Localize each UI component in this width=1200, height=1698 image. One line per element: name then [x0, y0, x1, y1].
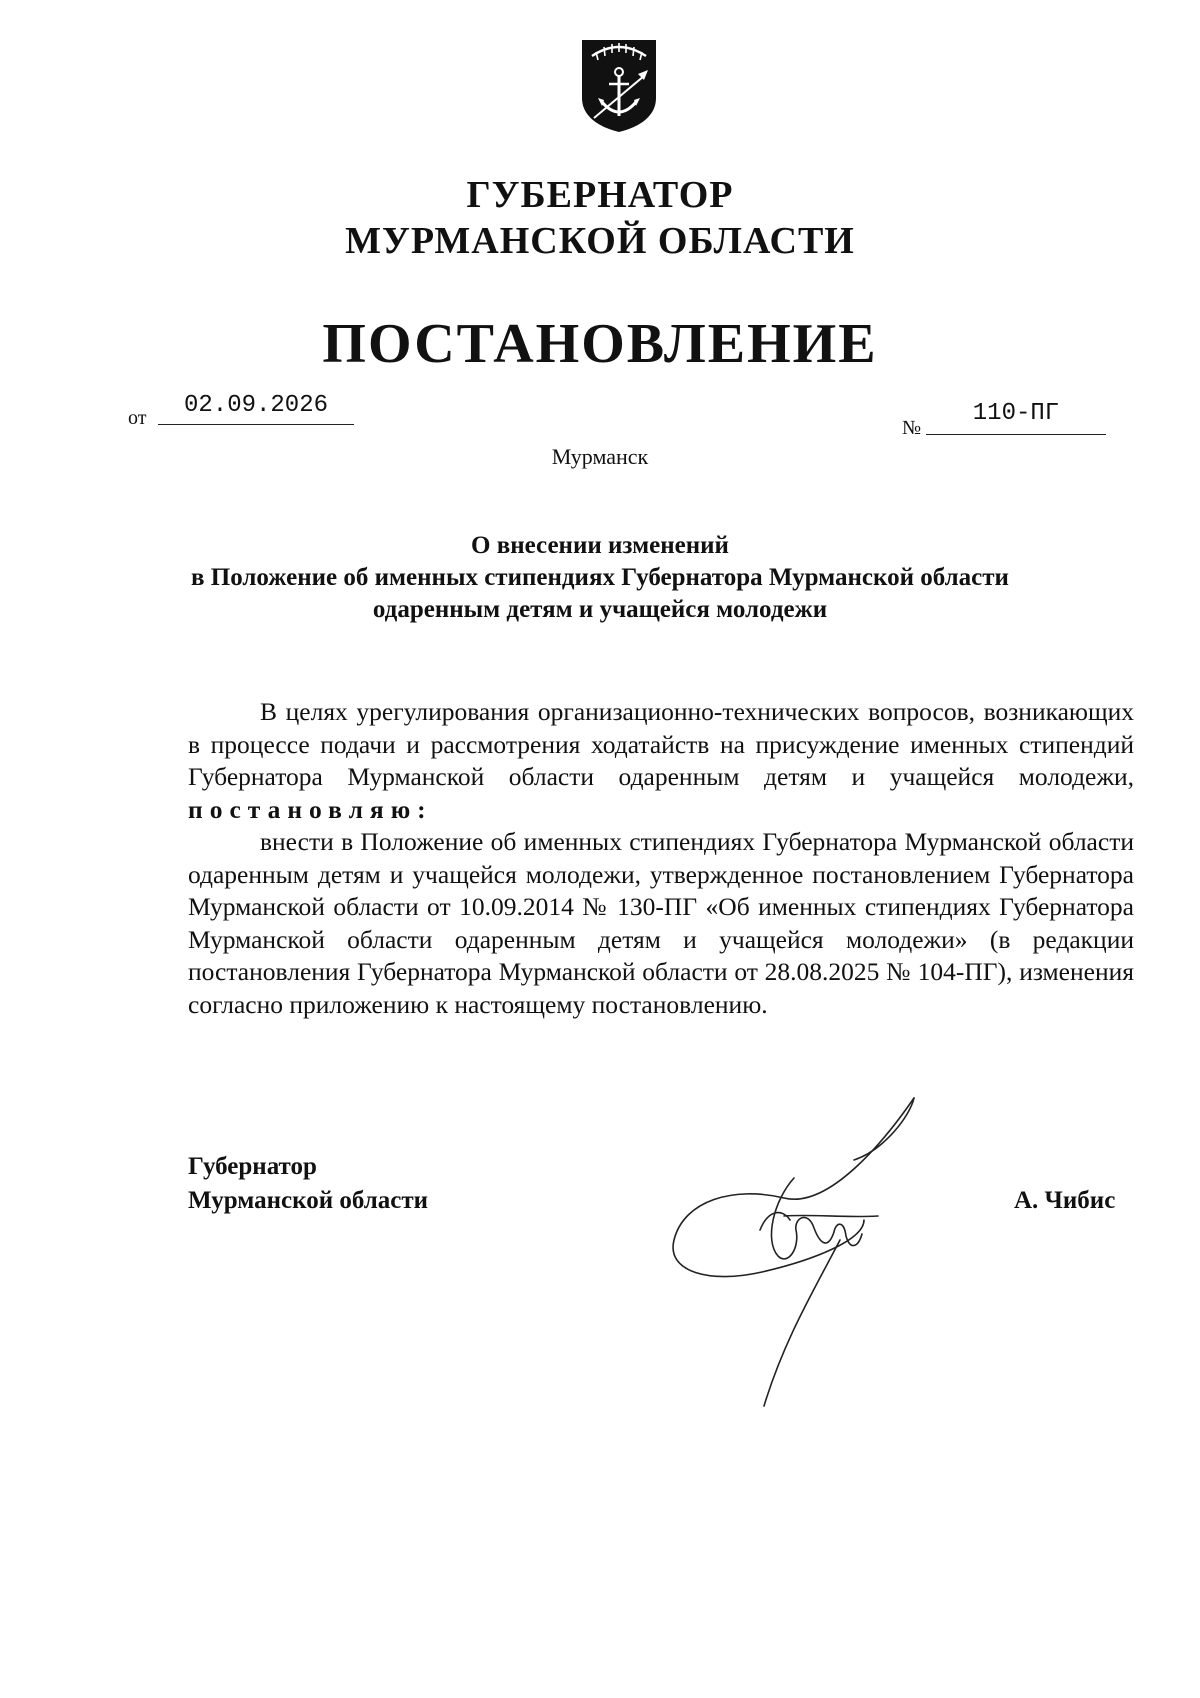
document-date: 02.09.2026	[158, 394, 354, 425]
decree-word: постановляю:	[188, 794, 433, 824]
document-number: 110-ПГ	[926, 402, 1106, 435]
document-heading	[140, 530, 1060, 626]
date-prefix: от	[128, 407, 147, 429]
body-paragraph-decision: внести в Положение об именных стипендиях Губернатора Мурманской области одаренным детям и учащейся молодежи, утвержденное постановлением Губернатора Мурманской области от 10.09.2014 № 130-ПГ «Об именных стипендиях Губернатора Мурманской области одаренным детям и учащейся молодежи» (в редакции постановления Губернатора Мурманской области от 28.08.2025 № 104-ПГ), изменения согласно приложению к настоящему постановлению.	[188, 827, 1134, 1019]
body-paragraph-preamble	[188, 696, 1134, 826]
document-type: ПОСТАНОВЛЕНИЕ	[322, 313, 878, 375]
preamble-text: В целях урегулирования организационно-технических вопросов, возникающих в процессе подачи и рассмотрения ходатайств на присуждение именных стипендий Губернатора Мурманской области одаренным детям и учащейся молодежи,	[188, 697, 1134, 791]
signatory-title-line1: Губернатор	[188, 1153, 317, 1180]
heading-line2: в Положение об именных стипендиях Губернатора Мурманской области	[191, 564, 1009, 591]
handwritten-signature	[664, 1090, 924, 1420]
signatory-name: А. Чибис	[1014, 1187, 1116, 1214]
city-name: Мурманск	[551, 444, 649, 469]
authority-name-line2: МУРМАНСКОЙ ОБЛАСТИ	[345, 220, 855, 262]
heading-line3: одаренным детям и учащейся молодежи	[372, 596, 828, 623]
number-prefix: №	[902, 417, 922, 439]
document-body	[188, 696, 1134, 1021]
authority-name-line1: ГУБЕРНАТОР	[466, 174, 734, 216]
coat-of-arms-icon	[578, 36, 660, 134]
signatory-title	[188, 1150, 428, 1218]
signatory-title-line2: Мурманской области	[188, 1187, 429, 1214]
heading-line1: О внесении изменений	[471, 532, 729, 559]
